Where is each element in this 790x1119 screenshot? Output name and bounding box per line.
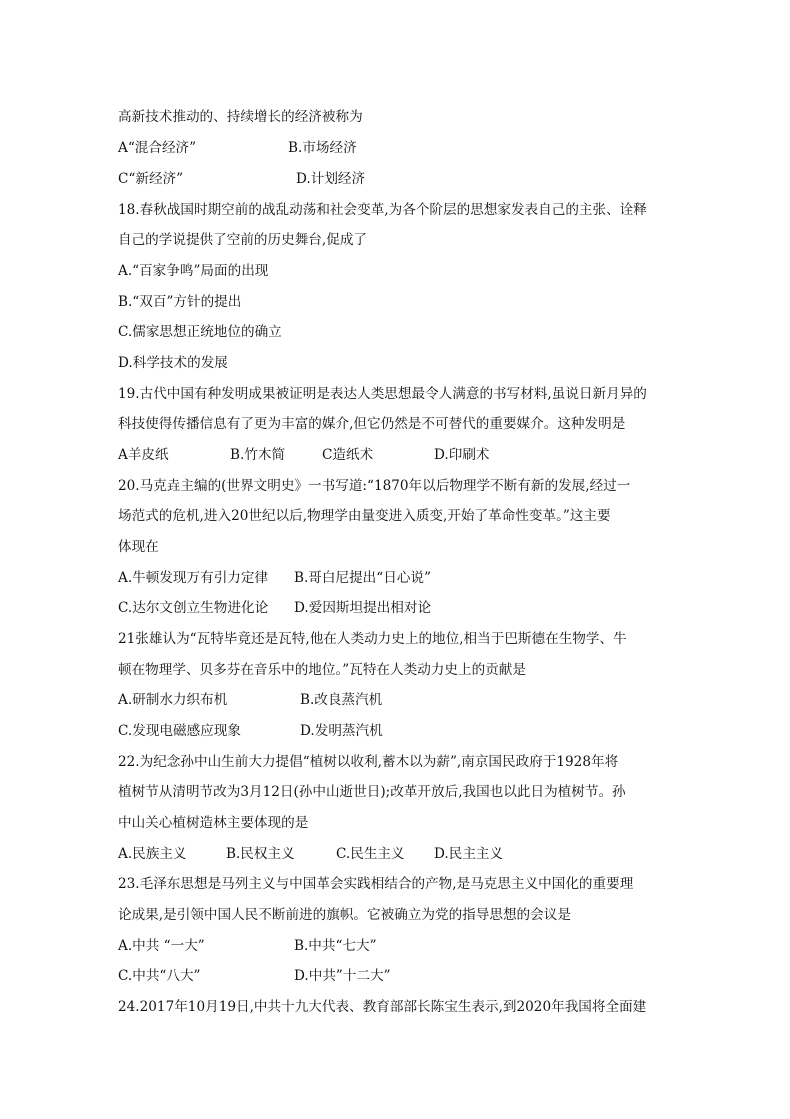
q22-stem-line-1: 22.为纪念孙中山生前大力提倡“植树以收利,蓄木以为薪”,南京国民政府于1928年将: [118, 754, 619, 770]
q20-option-a: A.牛顿发现万有引力定律: [118, 570, 269, 586]
q19-option-c: C造纸术: [322, 447, 374, 463]
q19-stem-line-2: 科技使得传播信息有了更为丰富的媒介,但它仍然是不可替代的重要媒介。这种发明是: [118, 416, 626, 432]
q21-option-c: C.发现电磁感应现象: [118, 723, 241, 739]
q20-stem-line-1: 20.马克垚主编的(世界文明史》一书写道:“1870年以后物理学不断有新的发展,经过一: [118, 478, 631, 494]
q18-option-a: A.“百家争鸣”局面的出现: [118, 263, 269, 279]
q17-option-d: D.计划经济: [296, 171, 366, 187]
q20-option-b: B.哥白尼提出“日心说”: [294, 570, 431, 586]
q21-stem-line-1: 21张雄认为“瓦特毕竟还是瓦特,他在人类动力史上的地位,相当于巴斯德在生物学、牛: [118, 631, 627, 647]
q22-stem-line-2: 植树节从清明节改为3月12日(孙中山逝世日);改革开放后,我国也以此日为植树节。孙: [118, 784, 626, 800]
q20-stem-line-3: 体现在: [118, 539, 159, 555]
q20-option-c: C.达尔文创立生物进化论: [118, 600, 269, 616]
q19-stem-line-1: 19.古代中国有种发明成果被证明是表达人类思想最令人满意的书写材料,虽说日新月异的: [118, 386, 647, 402]
q18-stem-line-1: 18.春秋战国时期空前的战乱动荡和社会变革,为各个阶层的思想家发表自己的主张、诠释: [118, 202, 647, 218]
q17-option-c: C“新经济”: [118, 171, 184, 187]
q17-option-b: B.市场经济: [288, 140, 357, 156]
q21-option-b: B.改良蒸汽机: [300, 692, 383, 708]
q17-option-a: A“混合经济”: [118, 140, 197, 156]
q18-option-b: B.“双百”方针的提出: [118, 294, 242, 310]
q21-option-d: D.发明蒸汽机: [300, 723, 383, 739]
q19-option-a: A羊皮纸: [118, 447, 169, 463]
q22-stem-line-3: 中山关心植树造林主要体现的是: [118, 815, 309, 831]
q18-stem-line-2: 自己的学说提供了空前的历史舞台,促成了: [118, 232, 368, 248]
q23-option-d: D.中共”十二大”: [294, 968, 391, 984]
q17-stem-line-1: 高新技术推动的、持续增长的经济被称为: [118, 109, 363, 125]
q21-option-a: A.研制水力织布机: [118, 692, 228, 708]
q23-stem-line-2: 论成果,是引领中国人民不断前进的旗帜。它被确立为党的指导思想的会议是: [118, 907, 571, 923]
q23-option-b: B.中共“七大”: [294, 938, 377, 954]
q20-stem-line-2: 场范式的危机,进入20世纪以后,物理学由量变进入质变,开始了革命性变革。”这主要: [118, 508, 611, 524]
q23-option-c: C.中共“八大”: [118, 968, 201, 984]
q19-option-d: D.印刷术: [434, 447, 490, 463]
q22-option-d: D.民主主义: [434, 846, 504, 862]
q21-stem-line-2: 顿在物理学、贝多芬在音乐中的地位。”瓦特在人类动力史上的贡献是: [118, 662, 526, 678]
q24-stem-line-1: 24.2017年10月19日,中共十九大代表、教育部部长陈宝生表示,到2020年我国将全面建: [118, 999, 647, 1015]
q20-option-d: D.爱因斯坦提出相对论: [294, 600, 432, 616]
q18-option-d: D.科学技术的发展: [118, 355, 228, 371]
q22-option-a: A.民族主义: [118, 846, 187, 862]
q23-option-a: A.中共 “一大”: [118, 938, 205, 954]
q18-option-c: C.儒家思想正统地位的确立: [118, 324, 282, 340]
q22-option-b: B.民权主义: [226, 846, 295, 862]
q22-option-c: C.民生主义: [336, 846, 405, 862]
q23-stem-line-1: 23.毛泽东思想是马列主义与中国革会实践相结合的产物,是马克思主义中国化的重要理: [118, 876, 634, 892]
q19-option-b: B.竹木简: [230, 447, 286, 463]
